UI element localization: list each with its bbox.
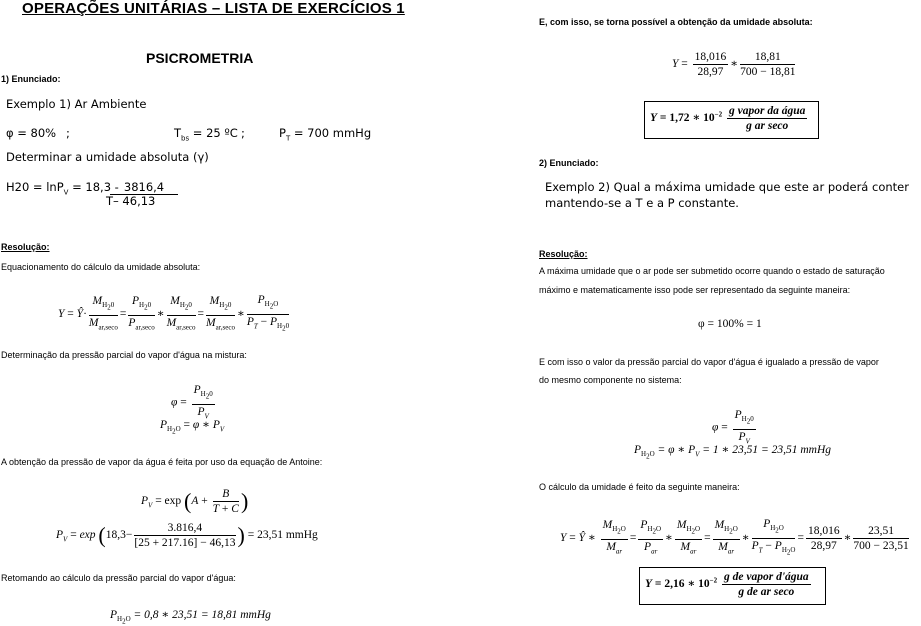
enunciado-2-label: 2) Enunciado: [539, 158, 599, 168]
ph2o-saturation: $P_{H_2O} = \varphi$ ∗ $P_V = 1$ ∗ 23,51 = 23,51 mmHg [634, 444, 832, 461]
example-2-line-2: mantendo-se a T e a P constante. [545, 196, 739, 210]
ph2o-definition: $P_{H_2O} = \varphi$ ∗ $P_V$ [160, 419, 225, 436]
y-calc-2: Y = Ŷ ∗ $\frac{M_{H_2O}}{M_{ar}}$ = $\frac{P_{H_2O}}{P_{ar}}$ ∗ $\frac{M_{H_2O}}{M_{ar}}$ = $\frac{M_{H_2O}}{M_{ar}}$ ∗ $\frac{P_{H_2O}}{P_T - P_{H_2O}}$ = $\frac{18,016}{28,97}$ ∗ $\frac{23,51}{700 - 23,51}$ [560, 518, 909, 557]
paragraph: A obtenção da pressão de vapor da água é feita por uso da equação de Antoine: [1, 457, 323, 467]
paragraph: do mesmo componente no sistema: [539, 375, 682, 385]
paragraph: máximo e matematicamente isso pode ser representado da seguinte maneira: [539, 285, 851, 295]
phi-value: φ = 80% [6, 126, 57, 140]
paragraph: Retomando ao cálculo da pressão parcial do vapor d'água: [1, 573, 236, 583]
antoine-denominator: T– 46,13 [106, 194, 156, 208]
phi-definition-2: φ = $\frac{P_{H_20}}{P_V}$ [712, 409, 754, 445]
page-title: OPERAÇÕES UNITÁRIAS – LISTA DE EXERCÍCIOS 1 [22, 0, 405, 17]
antoine-numeric: $P_V = \exp (18,3-$ $\frac{3.816,4}{[25 + 217.16] - 46,13}$ ) = 23,51 mmHg [56, 522, 318, 549]
antoine-equation-given: H20 = lnP$_V$ = 18,3 - [6, 180, 119, 197]
paragraph: Equacionamento do cálculo da umidade absoluta: [1, 262, 201, 272]
result-2: Y = 2,16 ∗ $10^{-2}$ $\frac{\text{g de vapor d'água}}{\text{g de ar seco}}$ [645, 571, 809, 598]
paragraph: O cálculo da umidade é feito da seguinte maneira: [539, 482, 740, 492]
paragraph: E, com isso, se torna possível a obtenção da umidade absoluta: [539, 17, 813, 27]
resolucao-2-label: Resolução: [539, 249, 588, 259]
y-calc-1: Y = $\frac{18,016}{28,97}$ ∗ $\frac{18,81}{700 - 18,81}$ [672, 51, 796, 78]
paragraph: Determinação da pressão parcial do vapor d'água na mistura: [1, 350, 247, 360]
paragraph: E com isso o valor da pressão parcial do vapor d'água é igualado a pressão de vapor [539, 357, 879, 367]
ph2o-result: $P_{H_2O} = 0,8$ ∗ 23,51 = 18,81 mmHg [110, 609, 271, 626]
enunciado-1-label: 1) Enunciado: [1, 74, 61, 84]
humidity-equation: Y = Ŷ· $\frac{M_{H_20}}{M_{ar,seco}}$ = $\frac{P_{H_20}}{P_{ar,seco}}$ ∗ $\frac{M_{H_20}}{M_{ar,seco}}$ = $\frac{M_{H_20}}{M_{ar,seco}}$ ∗ $\frac{P_{H_2O}}{P_T - P_{H_20}}$ [58, 294, 290, 333]
resolucao-1-label: Resolução: [1, 242, 50, 252]
separator: ; [66, 126, 70, 140]
paragraph: A máxima umidade que o ar pode ser submetido ocorre quando o estado de saturação [539, 266, 885, 276]
result-1: Y = 1,72 ∗ $10^{-2}$ $\frac{\text{g vapor da água}}{\text{g ar seco}}$ [650, 105, 806, 132]
task-text: Determinar a umidade absoluta (γ) [6, 150, 209, 164]
tbs-value: $T_{bs} = 25$ ºC [174, 126, 238, 143]
separator: ; [241, 126, 245, 140]
example-2-line-1: Exemplo 2) Qual a máxima umidade que este ar poderá conter [545, 180, 909, 194]
pt-value: $P_T = 700$ mmHg [279, 126, 372, 143]
antoine-numerator: 3816,4 [110, 180, 178, 195]
phi-saturation: φ = 100% = 1 [698, 318, 762, 330]
antoine-general: $P_V = \exp (A$ + $\frac{B}{T + C}$ ) [141, 488, 249, 515]
phi-definition: φ = $\frac{P_{H_20}}{P_V}$ [171, 384, 213, 420]
example-1-title: Exemplo 1) Ar Ambiente [6, 97, 147, 111]
section-title: PSICROMETRIA [146, 50, 254, 66]
